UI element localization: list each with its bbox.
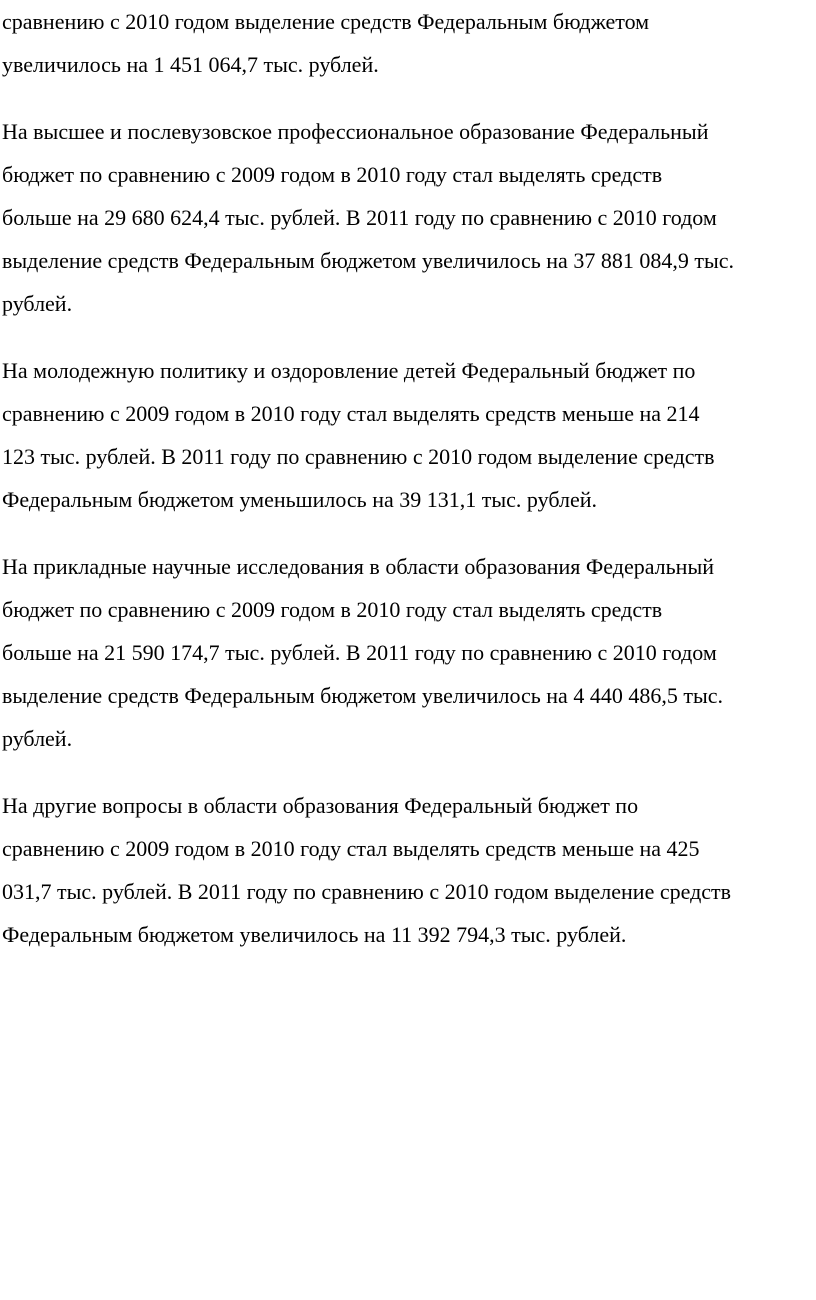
paragraph-line: сравнению с 2009 годом в 2010 году стал выделять средств меньше на 214 <box>2 401 700 426</box>
paragraph-line: выделение средств Федеральным бюджетом увеличилось на 37 881 084,9 тыс. <box>2 248 734 273</box>
paragraph-line: рублей. <box>2 291 73 316</box>
paragraph-line: больше на 21 590 174,7 тыс. рублей. В 2011 году по сравнению с 2010 годом <box>2 640 717 665</box>
paragraph-line: 031,7 тыс. рублей. В 2011 году по сравнению с 2010 годом выделение средств <box>2 879 732 904</box>
paragraph-line: Федеральным бюджетом уменьшилось на 39 131,1 тыс. рублей. <box>2 487 597 512</box>
document-page <box>2 0 814 980</box>
paragraph-federal-budget-continuation <box>2 0 814 86</box>
paragraph-line: сравнению с 2010 годом выделение средств Федеральным бюджетом <box>2 9 650 34</box>
paragraph-line: больше на 29 680 624,4 тыс. рублей. В 2011 году по сравнению с 2010 годом <box>2 205 717 230</box>
paragraph-youth-policy <box>2 349 814 521</box>
paragraph-line: 123 тыс. рублей. В 2011 году по сравнению с 2010 годом выделение средств <box>2 444 715 469</box>
paragraph-line: На молодежную политику и оздоровление детей Федеральный бюджет по <box>2 358 696 383</box>
paragraph-line: На прикладные научные исследования в области образования Федеральный <box>2 554 715 579</box>
paragraph-line: рублей. <box>2 726 73 751</box>
paragraph-line: На другие вопросы в области образования Федеральный бюджет по <box>2 793 639 818</box>
paragraph-applied-research <box>2 545 814 760</box>
paragraph-line: сравнению с 2009 годом в 2010 году стал выделять средств меньше на 425 <box>2 836 700 861</box>
paragraph-line: На высшее и послевузовское профессиональное образование Федеральный <box>2 119 709 144</box>
paragraph-higher-education <box>2 110 814 325</box>
paragraph-other-education-issues <box>2 784 814 956</box>
paragraph-line: выделение средств Федеральным бюджетом увеличилось на 4 440 486,5 тыс. <box>2 683 723 708</box>
paragraph-line: бюджет по сравнению с 2009 годом в 2010 году стал выделять средств <box>2 162 663 187</box>
paragraph-line: бюджет по сравнению с 2009 годом в 2010 году стал выделять средств <box>2 597 663 622</box>
paragraph-line: Федеральным бюджетом увеличилось на 11 392 794,3 тыс. рублей. <box>2 922 627 947</box>
paragraph-line: увеличилось на 1 451 064,7 тыс. рублей. <box>2 52 379 77</box>
